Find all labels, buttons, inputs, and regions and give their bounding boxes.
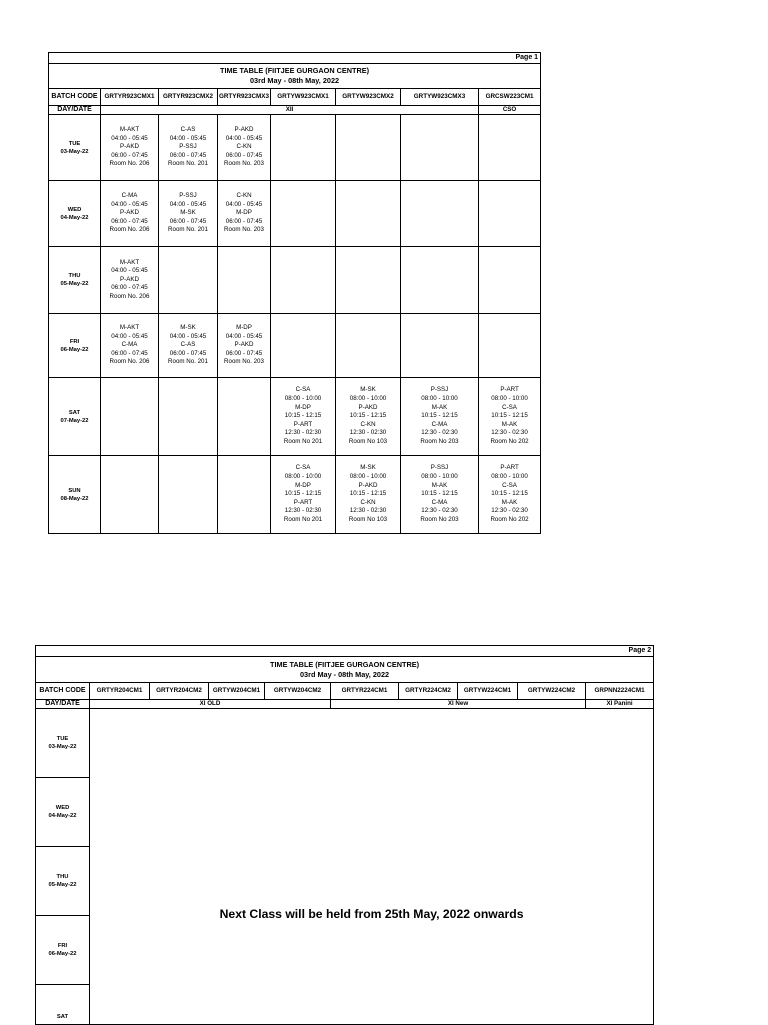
schedule-line: Room No. 203 bbox=[224, 226, 264, 234]
schedule-line: 08:00 - 10:00 bbox=[349, 395, 387, 403]
schedule-line: Room No. 206 bbox=[109, 160, 150, 168]
schedule-line: Room No. 201 bbox=[168, 358, 208, 366]
schedule-line: M-AK bbox=[431, 403, 448, 411]
schedule-cell bbox=[336, 181, 401, 247]
day-name: SAT bbox=[56, 1014, 69, 1020]
schedule-line: 10:15 - 12:15 bbox=[349, 412, 387, 420]
schedule-line: P-SSJ bbox=[179, 143, 197, 151]
schedule-line: P-AKD bbox=[234, 341, 254, 349]
batch-code-label: BATCH CODE bbox=[36, 683, 90, 700]
batch-code: GRTYW923CMX3 bbox=[401, 89, 479, 106]
schedule-line: Room No. 201 bbox=[168, 160, 208, 168]
schedule-line: M-SK bbox=[360, 386, 376, 394]
schedule-line: Room No. 201 bbox=[168, 226, 208, 234]
schedule-line: 08:00 - 10:00 bbox=[421, 395, 458, 403]
schedule-line: 06:00 - 07:45 bbox=[225, 151, 263, 159]
batch-code: GRTYR224CM1 bbox=[331, 683, 399, 700]
schedule-cell bbox=[479, 456, 541, 534]
schedule-line: P-AKD bbox=[120, 275, 139, 283]
schedule-cell bbox=[218, 181, 271, 247]
day-date-label: DAY/DATE bbox=[36, 700, 90, 709]
schedule-line: 08:00 - 10:00 bbox=[349, 473, 387, 481]
page-label: Page 1 bbox=[49, 53, 541, 64]
schedule-line: 12:30 - 02:30 bbox=[349, 507, 387, 515]
schedule-line: C-AS bbox=[180, 126, 196, 134]
schedule-line: C-MA bbox=[431, 498, 448, 506]
schedule-cell bbox=[479, 115, 541, 181]
schedule-line: 04:00 - 05:45 bbox=[225, 332, 263, 340]
batch-code: GRTYW923CMX1 bbox=[271, 89, 336, 106]
batch-code: GRCSW223CM1 bbox=[479, 89, 541, 106]
day-date: 07-May-22 bbox=[60, 417, 89, 424]
batch-header-row bbox=[36, 683, 654, 700]
schedule-line: M-SK bbox=[360, 464, 376, 472]
schedule-line: 06:00 - 07:45 bbox=[169, 151, 207, 159]
schedule-line: C-KN bbox=[236, 192, 252, 200]
schedule-line: 08:00 - 10:00 bbox=[491, 395, 528, 403]
schedule-line: 08:00 - 10:00 bbox=[284, 395, 322, 403]
schedule-cell bbox=[101, 314, 159, 378]
schedule-cell bbox=[218, 456, 271, 534]
schedule-line: M-AKT bbox=[119, 126, 140, 134]
schedule-line: 12:30 - 02:30 bbox=[284, 429, 322, 437]
schedule-line: Room No 203 bbox=[420, 437, 459, 445]
schedule-cell bbox=[101, 378, 159, 456]
schedule-cell bbox=[101, 247, 159, 314]
batch-code: GRTYW204CM2 bbox=[265, 683, 331, 700]
group-label-xi-panini: XI Panini bbox=[586, 700, 654, 709]
schedule-line: M-DP bbox=[236, 209, 252, 217]
schedule-cell bbox=[479, 247, 541, 314]
schedule-cell bbox=[271, 456, 336, 534]
schedule-cell bbox=[159, 247, 218, 314]
group-label-cso: CSO bbox=[479, 106, 541, 115]
group-row bbox=[36, 700, 654, 709]
schedule-cell bbox=[336, 456, 401, 534]
schedule-cell bbox=[101, 115, 159, 181]
schedule-cell bbox=[479, 314, 541, 378]
schedule-line: 08:00 - 10:00 bbox=[284, 473, 322, 481]
schedule-line: M-AKT bbox=[119, 258, 140, 266]
schedule-cell bbox=[479, 378, 541, 456]
schedule-line: M-SK bbox=[180, 324, 196, 332]
schedule-cell bbox=[101, 456, 159, 534]
schedule-cell bbox=[401, 181, 479, 247]
schedule-cell bbox=[159, 181, 218, 247]
schedule-line: 08:00 - 10:00 bbox=[491, 473, 528, 481]
page-title bbox=[36, 657, 654, 683]
schedule-line: 04:00 - 05:45 bbox=[225, 200, 263, 208]
schedule-line: 06:00 - 07:45 bbox=[225, 217, 263, 225]
schedule-line: C-KN bbox=[360, 420, 376, 428]
schedule-cell bbox=[271, 247, 336, 314]
schedule-line: M-DP bbox=[295, 403, 311, 411]
schedule-line: Room No. 203 bbox=[224, 358, 264, 366]
schedule-line: C-SA bbox=[502, 481, 517, 489]
schedule-line: 06:00 - 07:45 bbox=[111, 217, 148, 225]
batch-code: GRTYR923CMX3 bbox=[218, 89, 271, 106]
day-name: TUE bbox=[56, 736, 69, 742]
schedule-line: 10:15 - 12:15 bbox=[284, 412, 322, 420]
schedule-line: C-MA bbox=[121, 192, 138, 200]
schedule-cell bbox=[271, 115, 336, 181]
day-date-cell bbox=[36, 985, 90, 1025]
schedule-line: 10:15 - 12:15 bbox=[284, 490, 322, 498]
schedule-line: 12:30 - 02:30 bbox=[491, 429, 528, 437]
day-name: FRI bbox=[57, 943, 68, 949]
day-name: THU bbox=[56, 874, 69, 880]
group-row bbox=[49, 106, 541, 115]
schedule-line: P-ART bbox=[500, 386, 519, 394]
schedule-line: P-SSJ bbox=[430, 386, 449, 394]
schedule-line: C-SA bbox=[295, 464, 311, 472]
schedule-cell bbox=[271, 181, 336, 247]
schedule-cell bbox=[336, 314, 401, 378]
schedule-cell bbox=[479, 181, 541, 247]
day-date: 04-May-22 bbox=[48, 813, 77, 819]
batch-code-label: BATCH CODE bbox=[49, 89, 101, 106]
day-date: 06-May-22 bbox=[48, 951, 77, 957]
schedule-cell bbox=[159, 456, 218, 534]
batch-code: GRTYR204CM2 bbox=[150, 683, 209, 700]
schedule-line: Room No 103 bbox=[348, 437, 388, 445]
notice-text: Next Class will be held from 25th May, 2022 onwards bbox=[219, 907, 524, 921]
schedule-line: 04:00 - 05:45 bbox=[111, 200, 148, 208]
schedule-line: 10:15 - 12:15 bbox=[421, 412, 458, 420]
schedule-line: P-AKD bbox=[358, 403, 378, 411]
schedule-cell bbox=[401, 314, 479, 378]
day-date-cell bbox=[49, 378, 101, 456]
schedule-cell bbox=[271, 314, 336, 378]
schedule-line: 10:15 - 12:15 bbox=[491, 490, 528, 498]
day-date-cell bbox=[49, 181, 101, 247]
title-text: TIME TABLE (FIITJEE GURGAON CENTRE) bbox=[270, 659, 420, 669]
schedule-line: M-AK bbox=[431, 481, 448, 489]
schedule-line: P-ART bbox=[500, 464, 519, 472]
schedule-cell bbox=[218, 247, 271, 314]
day-date: 03-May-22 bbox=[60, 148, 89, 155]
batch-code: GRTYR923CMX1 bbox=[101, 89, 159, 106]
day-date-cell bbox=[36, 916, 90, 985]
schedule-cell bbox=[271, 378, 336, 456]
page-label: Page 2 bbox=[36, 646, 654, 657]
batch-code: GRTYW204CM1 bbox=[209, 683, 265, 700]
schedule-line: 12:30 - 02:30 bbox=[491, 507, 528, 515]
schedule-cell bbox=[159, 314, 218, 378]
schedule-line: 12:30 - 02:30 bbox=[421, 429, 458, 437]
schedule-line: Room No 202 bbox=[490, 437, 529, 445]
schedule-cell bbox=[401, 247, 479, 314]
schedule-line: Room No. 203 bbox=[224, 160, 264, 168]
batch-code: GRTYW224CM1 bbox=[458, 683, 518, 700]
schedule-line: 04:00 - 05:45 bbox=[111, 134, 148, 142]
day-row bbox=[49, 247, 541, 314]
page-title bbox=[49, 64, 541, 89]
schedule-line: M-AK bbox=[501, 498, 518, 506]
schedule-line: M-AKT bbox=[119, 324, 140, 332]
schedule-line: 04:00 - 05:45 bbox=[111, 332, 148, 340]
timetable-page-1 bbox=[48, 52, 541, 534]
schedule-line: P-AKD bbox=[120, 209, 139, 217]
schedule-cell bbox=[401, 378, 479, 456]
schedule-line: P-AKD bbox=[120, 143, 139, 151]
schedule-line: Room No. 206 bbox=[109, 226, 150, 234]
schedule-line: P-SSJ bbox=[179, 192, 197, 200]
schedule-line: P-ART bbox=[293, 420, 313, 428]
day-date: 05-May-22 bbox=[60, 281, 89, 287]
schedule-line: 10:15 - 12:15 bbox=[421, 490, 458, 498]
day-name: SUN bbox=[68, 487, 81, 494]
day-name: SAT bbox=[68, 409, 81, 416]
schedule-cell bbox=[159, 115, 218, 181]
schedule-cell bbox=[101, 181, 159, 247]
title-text: TIME TABLE (FIITJEE GURGAON CENTRE) bbox=[220, 66, 370, 75]
schedule-line: 04:00 - 05:45 bbox=[225, 134, 263, 142]
schedule-line: 04:00 - 05:45 bbox=[169, 332, 207, 340]
schedule-line: P-ART bbox=[293, 498, 313, 506]
schedule-line: C-KN bbox=[360, 498, 376, 506]
day-date-cell bbox=[36, 847, 90, 916]
schedule-line: M-DP bbox=[295, 481, 311, 489]
group-label-xi-new: XI New bbox=[331, 700, 586, 709]
schedule-line: 04:00 - 05:45 bbox=[111, 267, 148, 275]
schedule-cell bbox=[336, 115, 401, 181]
schedule-cell bbox=[218, 378, 271, 456]
schedule-line: 06:00 - 07:45 bbox=[111, 284, 148, 292]
schedule-line: 06:00 - 07:45 bbox=[225, 349, 263, 357]
day-name: WED bbox=[67, 206, 82, 213]
group-label-xi-old: XI OLD bbox=[90, 700, 331, 709]
date-range: 03rd May - 08th May, 2022 bbox=[249, 76, 340, 85]
day-date: 04-May-22 bbox=[60, 214, 89, 221]
day-date-cell bbox=[36, 709, 90, 778]
schedule-line: C-MA bbox=[431, 420, 448, 428]
day-date-cell bbox=[36, 778, 90, 847]
schedule-line: M-AK bbox=[501, 420, 518, 428]
schedule-line: 06:00 - 07:45 bbox=[169, 217, 207, 225]
day-row bbox=[36, 709, 654, 778]
schedule-line: P-AKD bbox=[358, 481, 378, 489]
batch-code: GRTYR224CM2 bbox=[399, 683, 458, 700]
batch-code: GRTYW224CM2 bbox=[518, 683, 586, 700]
schedule-line: 08:00 - 10:00 bbox=[421, 473, 458, 481]
schedule-line: C-SA bbox=[502, 403, 517, 411]
day-date: 03-May-22 bbox=[48, 744, 77, 750]
batch-code: GRPNN2224CM1 bbox=[586, 683, 654, 700]
schedule-cell bbox=[336, 378, 401, 456]
day-date-cell bbox=[49, 115, 101, 181]
schedule-line: 12:30 - 02:30 bbox=[349, 429, 387, 437]
schedule-line: 12:30 - 02:30 bbox=[421, 507, 458, 515]
schedule-cell bbox=[401, 456, 479, 534]
schedule-cell bbox=[336, 247, 401, 314]
day-name: TUE bbox=[68, 140, 81, 147]
schedule-line: 06:00 - 07:45 bbox=[169, 349, 207, 357]
schedule-line: P-AKD bbox=[234, 126, 254, 134]
day-name: WED bbox=[55, 805, 70, 811]
schedule-line: 04:00 - 05:45 bbox=[169, 134, 207, 142]
day-name: FRI bbox=[69, 338, 80, 345]
schedule-cell bbox=[159, 378, 218, 456]
schedule-line: Room No. 206 bbox=[109, 358, 150, 366]
batch-header-row bbox=[49, 89, 541, 106]
schedule-line: Room No 201 bbox=[283, 515, 323, 523]
schedule-line: Room No 201 bbox=[283, 437, 323, 445]
schedule-line: Room No 203 bbox=[420, 515, 459, 523]
day-date-cell bbox=[49, 314, 101, 378]
schedule-line: M-DP bbox=[236, 324, 252, 332]
schedule-line: 10:15 - 12:15 bbox=[349, 490, 387, 498]
day-date-cell bbox=[49, 247, 101, 314]
day-row bbox=[49, 378, 541, 456]
schedule-cell bbox=[218, 115, 271, 181]
schedule-line: M-SK bbox=[180, 209, 196, 217]
batch-code: GRTYR204CM1 bbox=[90, 683, 150, 700]
schedule-line: Room No. 206 bbox=[109, 292, 150, 300]
schedule-line: 04:00 - 05:45 bbox=[169, 200, 207, 208]
schedule-line: C-MA bbox=[121, 341, 138, 349]
day-date: 08-May-22 bbox=[60, 495, 89, 502]
schedule-cell bbox=[218, 314, 271, 378]
day-date-cell bbox=[49, 456, 101, 534]
group-label-xii: XII bbox=[101, 106, 479, 115]
schedule-line: Room No 202 bbox=[490, 515, 529, 523]
notice-cell bbox=[90, 709, 654, 1025]
day-date: 05-May-22 bbox=[48, 882, 77, 888]
day-row bbox=[49, 181, 541, 247]
schedule-line: P-SSJ bbox=[430, 464, 449, 472]
schedule-cell bbox=[401, 115, 479, 181]
schedule-line: 12:30 - 02:30 bbox=[284, 507, 322, 515]
schedule-line: 06:00 - 07:45 bbox=[111, 151, 148, 159]
schedule-line: 10:15 - 12:15 bbox=[491, 412, 528, 420]
day-date: 06-May-22 bbox=[60, 346, 89, 353]
day-row bbox=[49, 314, 541, 378]
day-row bbox=[49, 456, 541, 534]
day-date-label: DAY/DATE bbox=[49, 106, 101, 115]
schedule-line: C-SA bbox=[295, 386, 311, 394]
day-name: THU bbox=[68, 273, 81, 279]
timetable-page-2 bbox=[35, 645, 654, 1025]
schedule-line: C-KN bbox=[236, 143, 252, 151]
batch-code: GRTYR923CMX2 bbox=[159, 89, 218, 106]
schedule-line: C-AS bbox=[180, 341, 196, 349]
schedule-line: 06:00 - 07:45 bbox=[111, 349, 148, 357]
schedule-line: Room No 103 bbox=[348, 515, 388, 523]
day-row bbox=[49, 115, 541, 181]
date-range: 03rd May - 08th May, 2022 bbox=[300, 669, 390, 679]
batch-code: GRTYW923CMX2 bbox=[336, 89, 401, 106]
